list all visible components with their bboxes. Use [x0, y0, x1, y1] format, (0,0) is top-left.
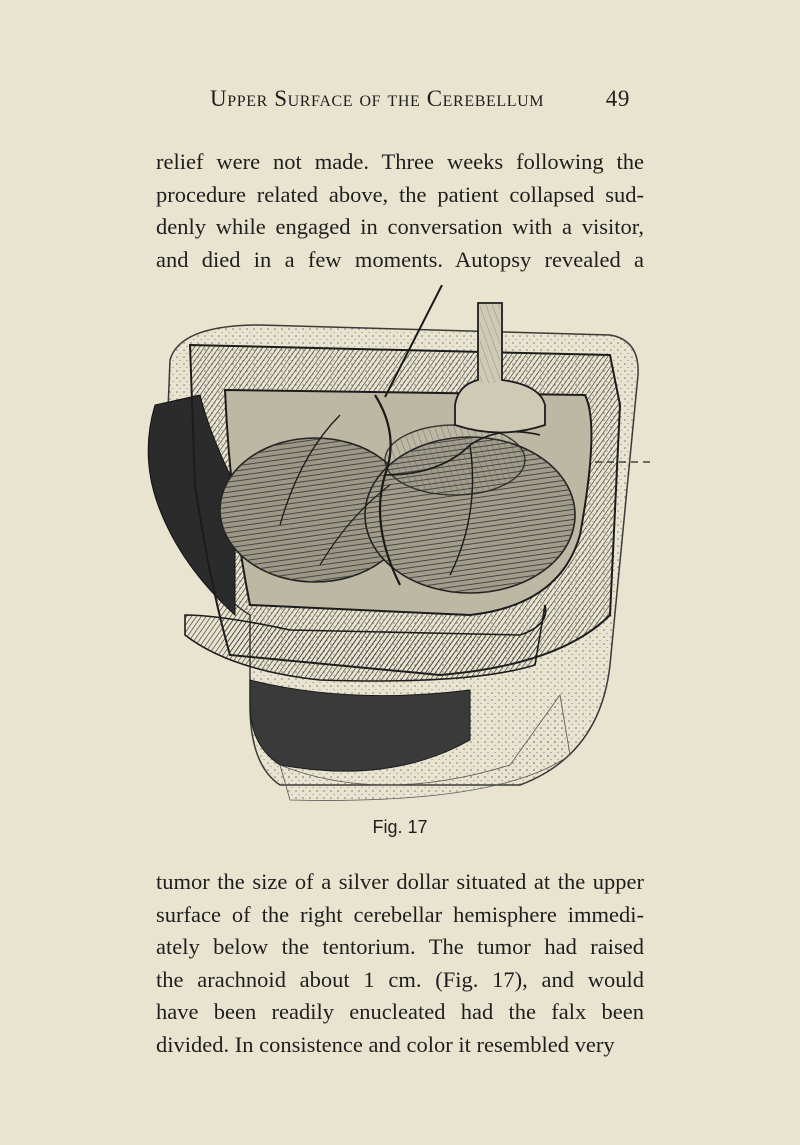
text-line: procedure related above, the patient collapsed sud-	[156, 181, 644, 207]
text-line: and died in a few moments. Autopsy revealed a	[156, 246, 644, 272]
text-line: divided. In consistence and color it resembled very	[156, 1031, 615, 1057]
text-line: have been readily enucleated had the falx been	[156, 999, 644, 1024]
tumor-mass	[385, 425, 525, 495]
text-line: surface of the right cerebellar hemisphere immedi-	[156, 901, 644, 927]
figure-caption: Fig. 17	[372, 817, 428, 837]
paragraph-top	[156, 146, 644, 276]
running-header	[210, 86, 630, 112]
text-line: the arachnoid about 1 cm. (Fig. 17), and would	[156, 966, 644, 992]
running-title: Upper Surface of the Cerebellum	[210, 86, 545, 111]
cerebellum-illustration	[140, 285, 650, 810]
text-line: relief were not made. Three weeks following the	[156, 149, 644, 174]
paragraph-bottom	[156, 866, 644, 1061]
text-line: ately below the tentorium. The tumor had raised	[156, 934, 644, 959]
text-line: denly while engaged in conversation with a visitor,	[156, 214, 644, 239]
page-number: 49	[605, 86, 630, 111]
text-line: tumor the size of a silver dollar situated at the upper	[156, 869, 644, 894]
